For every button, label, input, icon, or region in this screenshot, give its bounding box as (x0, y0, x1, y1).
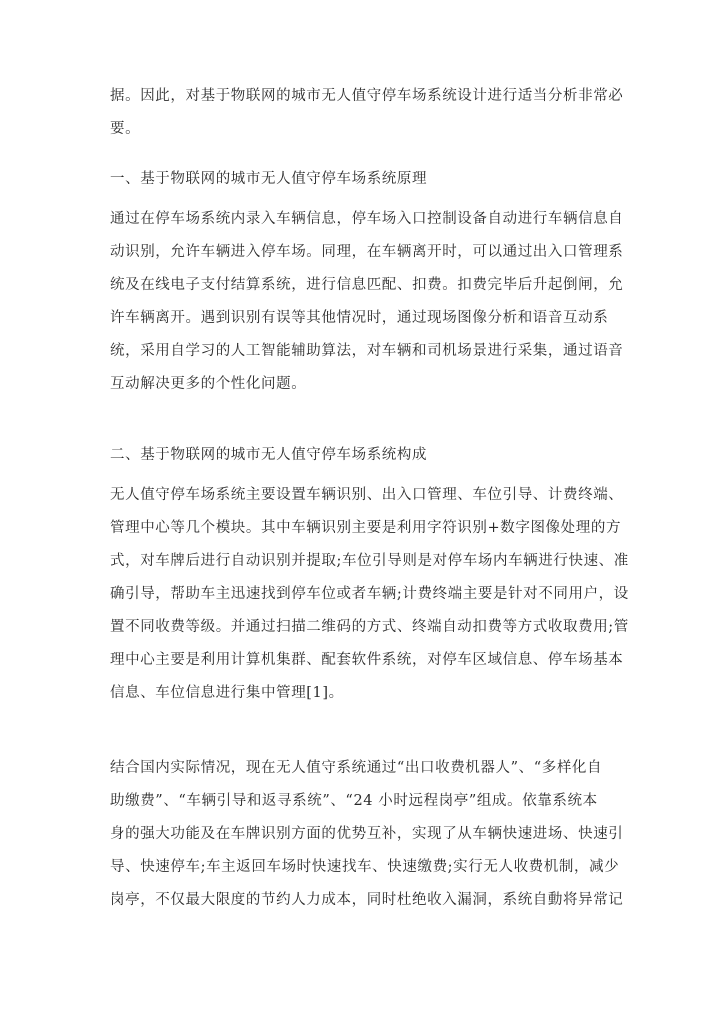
paragraph-line: 据。因此，对基于物联网的城市无人值守停车场系统设计进行适当分析非常必 (110, 88, 624, 104)
paragraph-line: 要。 (110, 121, 141, 137)
section-heading-1: 一、基于物联网的城市无人值守停车场系统原理 (110, 171, 428, 187)
paragraph-line: 通过在停车场系统内录入车辆信息，停车场入口控制设备自动进行车辆信息自 (110, 211, 624, 227)
paragraph-line: 置不同收费等级。并通过扫描二维码的方式、终端自动扣费等方式收取费用;管 (110, 619, 629, 635)
paragraph-line: 许车辆离开。遇到识别有误等其他情况时，通过现场图像分析和语音互动系 (110, 310, 609, 326)
paragraph-line: 无人值守停车场系统主要设置车辆识别、出入口管理、车位引导、计费终端、 (110, 487, 624, 503)
paragraph-line: 身的强大功能及在车牌识别方面的优势互补，实现了从车辆快速进场、快速引 (110, 826, 624, 842)
paragraph-line: 管理中心等几个模块。其中车辆识别主要是利用字符识别+数字图像处理的方 (110, 520, 622, 536)
paragraph-line: 信息、车位信息进行集中管理[1]。 (110, 685, 344, 701)
paragraph-line: 式，对车牌后进行自动识别并提取;车位引导则是对停车场内车辆进行快速、准 (110, 553, 629, 569)
paragraph-line: 动识别，允许车辆进入停车场。同理，在车辆离开时，可以通过出入口管理系 (110, 244, 624, 260)
paragraph-line: 确引导，帮助车主迅速找到停车位或者车辆;计费终端主要是针对不同用户，设 (110, 586, 629, 602)
paragraph-line: 岗亭，不仅最大限度的节约人力成本，同时杜绝收入漏洞，系统自動将异常记 (110, 892, 624, 908)
section-2-paragraph-continued (110, 752, 624, 917)
intro-paragraph (110, 80, 624, 146)
paragraph-line: 统及在线电子支付结算系统，进行信息匹配、扣费。扣费完毕后升起倒闸，允 (110, 277, 624, 293)
paragraph-line: 导、快速停车;车主返回车场时快速找车、快速缴费;实行无人收费机制，减少 (110, 859, 620, 875)
paragraph-line: 助缴费”、“车辆引导和返寻系统”、“24 小时远程岗亭”组成。依靠系统本 (110, 793, 598, 809)
section-1-paragraph (110, 203, 624, 401)
paragraph-line: 理中心主要是利用计算机集群、配套软件系统，对停车区域信息、停车场基本 (110, 652, 624, 668)
paragraph-line: 互动解决更多的个性化问题。 (110, 376, 307, 392)
paragraph-line: 结合国内实际情况，现在无人值守系统通过“出口收费机器人”、“多样化自 (110, 760, 603, 776)
section-heading-2: 二、基于物联网的城市无人值守停车场系统构成 (110, 447, 428, 463)
section-2-paragraph (110, 479, 629, 710)
paragraph-line: 统，采用自学习的人工智能辅助算法，对车辆和司机场景进行采集，通过语音 (110, 343, 624, 359)
